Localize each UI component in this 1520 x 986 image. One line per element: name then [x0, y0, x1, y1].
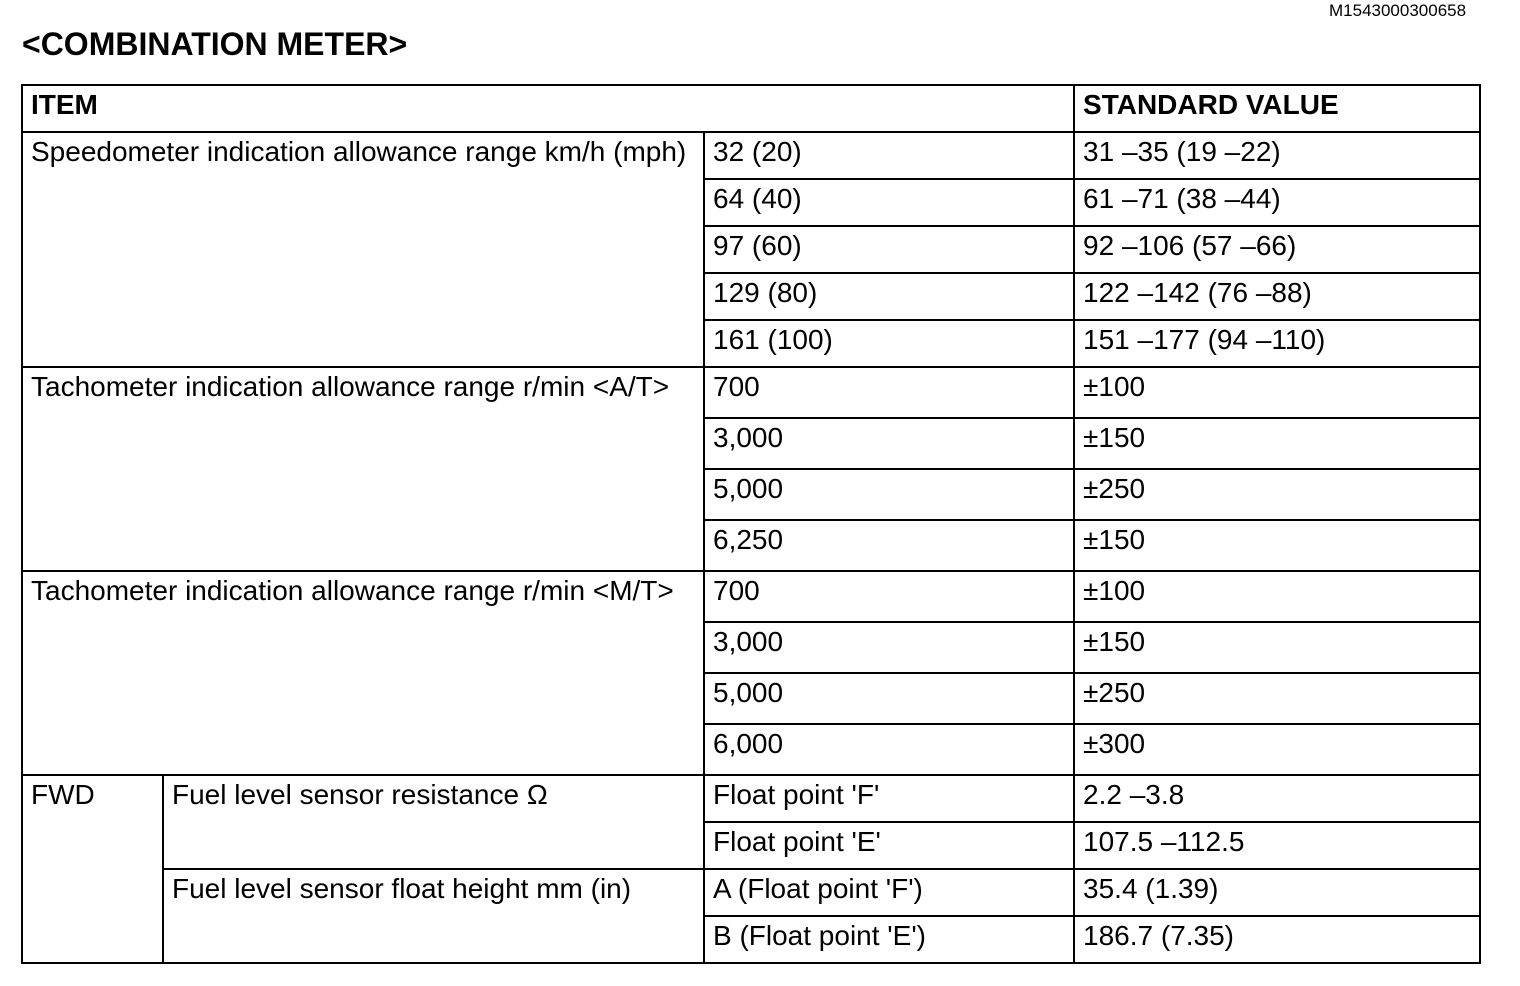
- value-cell: ±150: [1074, 418, 1480, 469]
- condition-cell: 3,000: [704, 418, 1074, 469]
- fwd-group-label: FWD: [22, 775, 163, 963]
- table-row: [22, 775, 1480, 822]
- header-standard-value: STANDARD VALUE: [1074, 85, 1480, 132]
- value-cell: 122 –142 (76 –88): [1074, 273, 1480, 320]
- condition-cell: Float point 'F': [704, 775, 1074, 822]
- condition-cell: 97 (60): [704, 226, 1074, 273]
- value-cell: ±100: [1074, 571, 1480, 622]
- value-cell: 35.4 (1.39): [1074, 869, 1480, 916]
- speedometer-item-label: Speedometer indication allowance range km/h (mph): [22, 132, 704, 367]
- value-cell: ±300: [1074, 724, 1480, 775]
- fuel-float-height-label: Fuel level sensor float height mm (in): [163, 869, 704, 963]
- condition-cell: 161 (100): [704, 320, 1074, 367]
- tach-mt-item-label: Tachometer indication allowance range r/min <M/T>: [22, 571, 704, 775]
- table-row: [22, 367, 1480, 418]
- value-cell: ±250: [1074, 673, 1480, 724]
- condition-cell: 129 (80): [704, 273, 1074, 320]
- value-cell: 92 –106 (57 –66): [1074, 226, 1480, 273]
- value-cell: 151 –177 (94 –110): [1074, 320, 1480, 367]
- fuel-resistance-label: Fuel level sensor resistance Ω: [163, 775, 704, 869]
- condition-cell: 6,250: [704, 520, 1074, 571]
- condition-cell: 700: [704, 571, 1074, 622]
- tach-at-item-label: Tachometer indication allowance range r/min <A/T>: [22, 367, 704, 571]
- value-cell: 2.2 –3.8: [1074, 775, 1480, 822]
- condition-cell: 3,000: [704, 622, 1074, 673]
- condition-cell: 5,000: [704, 673, 1074, 724]
- value-cell: 107.5 –112.5: [1074, 822, 1480, 869]
- value-cell: ±150: [1074, 622, 1480, 673]
- table-row: [22, 132, 1480, 179]
- condition-cell: 64 (40): [704, 179, 1074, 226]
- value-cell: ±150: [1074, 520, 1480, 571]
- value-cell: 186.7 (7.35): [1074, 916, 1480, 963]
- value-cell: 61 –71 (38 –44): [1074, 179, 1480, 226]
- document-id: M1543000300658: [1329, 1, 1467, 20]
- page-title: <COMBINATION METER>: [22, 26, 408, 62]
- condition-cell: Float point 'E': [704, 822, 1074, 869]
- value-cell: ±100: [1074, 367, 1480, 418]
- value-cell: 31 –35 (19 –22): [1074, 132, 1480, 179]
- specification-table: [21, 84, 1481, 964]
- header-item: ITEM: [22, 85, 1074, 132]
- condition-cell: 6,000: [704, 724, 1074, 775]
- table-header-row: [22, 85, 1480, 132]
- condition-cell: 700: [704, 367, 1074, 418]
- condition-cell: A (Float point 'F'): [704, 869, 1074, 916]
- table-row: [22, 869, 1480, 916]
- condition-cell: 32 (20): [704, 132, 1074, 179]
- table-row: [22, 571, 1480, 622]
- condition-cell: B (Float point 'E'): [704, 916, 1074, 963]
- value-cell: ±250: [1074, 469, 1480, 520]
- condition-cell: 5,000: [704, 469, 1074, 520]
